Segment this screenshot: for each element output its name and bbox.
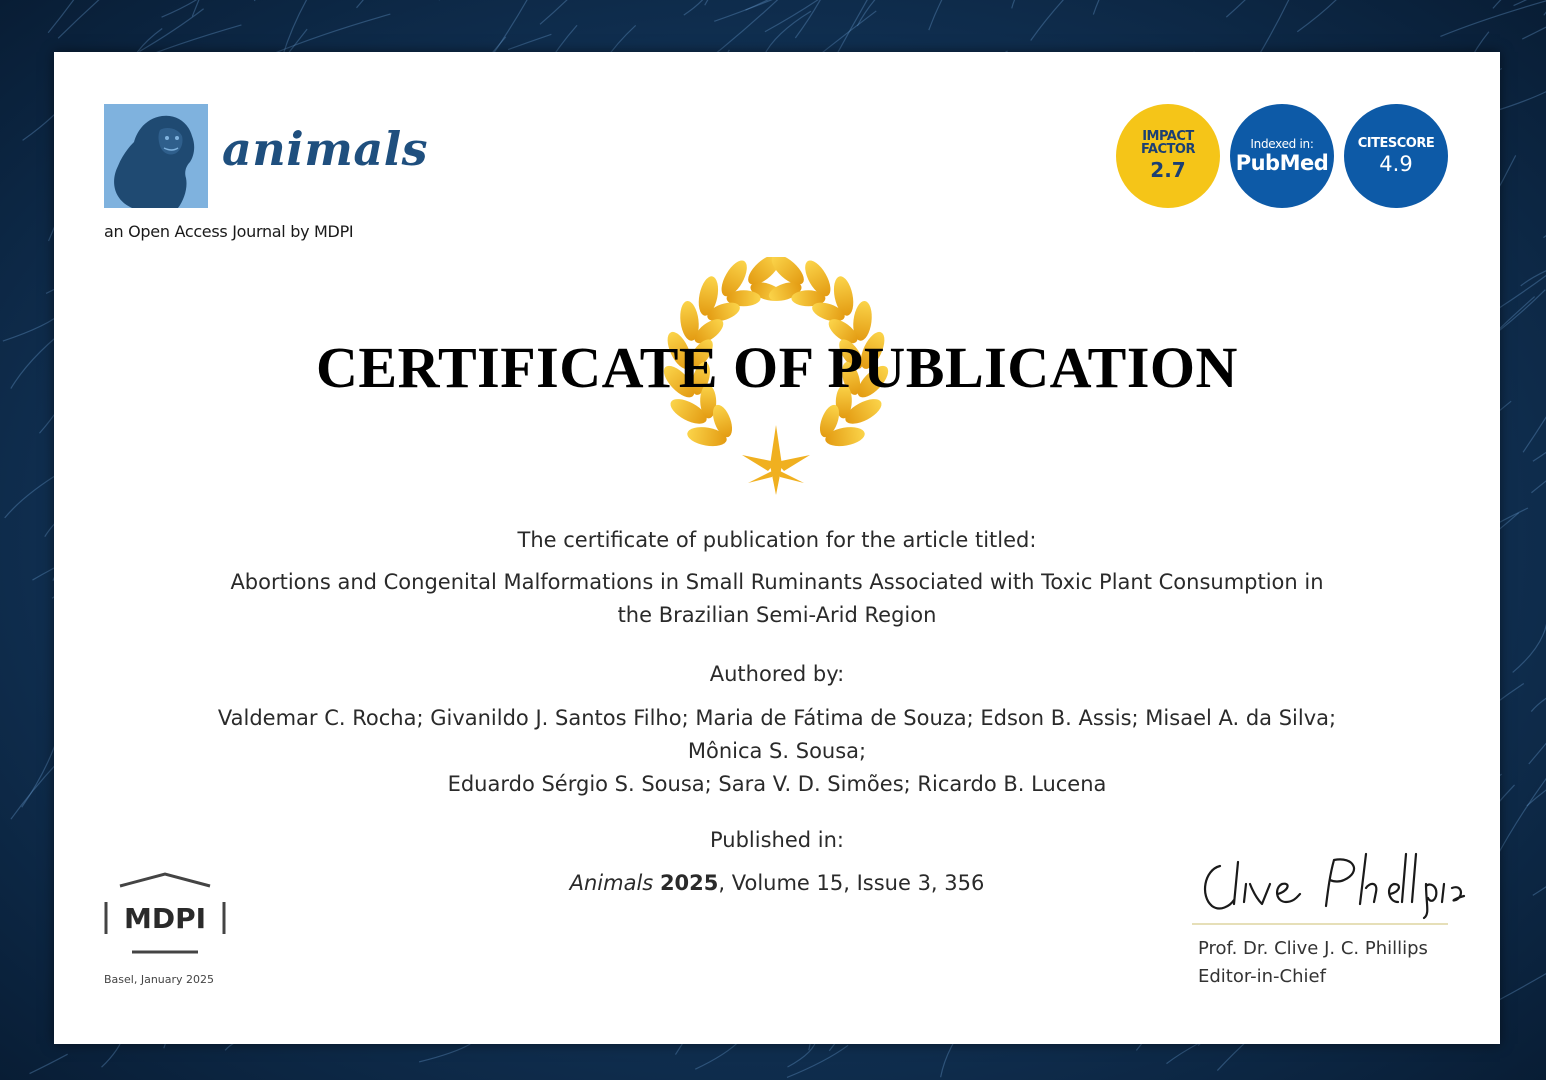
certificate-card [54, 52, 1500, 1044]
authors-line-3: Eduardo Sérgio S. Sousa; Sara V. D. Simões; Ricardo B. Lucena [447, 772, 1107, 796]
mdpi-logo-text: MDPI [123, 902, 207, 935]
signature-line [1192, 923, 1448, 925]
article-title-line-1: Abortions and Congenital Malformations in Small Ruminants Associated with Toxic Plant Consumption in [230, 570, 1324, 594]
authors-line-2: Mônica S. Sousa; [687, 739, 867, 763]
authored-by-label: Authored by: [709, 662, 845, 686]
impact-factor-label-2: FACTOR [1141, 142, 1195, 157]
citescore-label: CITESCORE [1357, 135, 1435, 151]
pubmed-value: PubMed [1235, 150, 1329, 175]
published-in-label: Published in: [710, 828, 844, 852]
pubmed-label: Indexed in: [1250, 136, 1314, 151]
impact-factor-label: IMPACT [1142, 129, 1194, 144]
impact-factor-badge [1116, 104, 1220, 208]
editor-signature [1194, 844, 1474, 924]
intro-text: The certificate of publication for the article titled: [517, 528, 1037, 552]
citescore-badge [1344, 104, 1448, 208]
editor-name: Prof. Dr. Clive J. C. Phillips [1198, 938, 1428, 959]
editor-role: Editor-in-Chief [1198, 966, 1326, 987]
mdpi-logo [102, 872, 228, 956]
chimpanzee-icon [104, 104, 208, 208]
citation-details: , Volume 15, Issue 3, 356 [718, 871, 985, 895]
authors-line-1: Valdemar C. Rocha; Givanildo J. Santos Filho; Maria de Fátima de Souza; Edson B. Assis; Misael A. da Silva; [217, 706, 1337, 730]
journal-subtitle: an Open Access Journal by MDPI [104, 222, 354, 241]
impact-factor-value: 2.7 [1150, 158, 1186, 182]
author-list [154, 702, 1400, 801]
citation-journal: Animals [569, 871, 654, 895]
place-and-date: Basel, January 2025 [104, 973, 215, 986]
certificate-title: CERTIFICATE OF PUBLICATION [316, 335, 1238, 400]
citescore-value: 4.9 [1379, 151, 1413, 176]
article-title-line-2: the Brazilian Semi-Arid Region [617, 603, 937, 627]
journal-logo [104, 104, 208, 208]
editor-block [1198, 935, 1428, 991]
citation-year: 2025 [659, 871, 719, 895]
pubmed-badge [1230, 104, 1334, 208]
article-title [154, 566, 1400, 632]
journal-name: animals [222, 122, 429, 176]
